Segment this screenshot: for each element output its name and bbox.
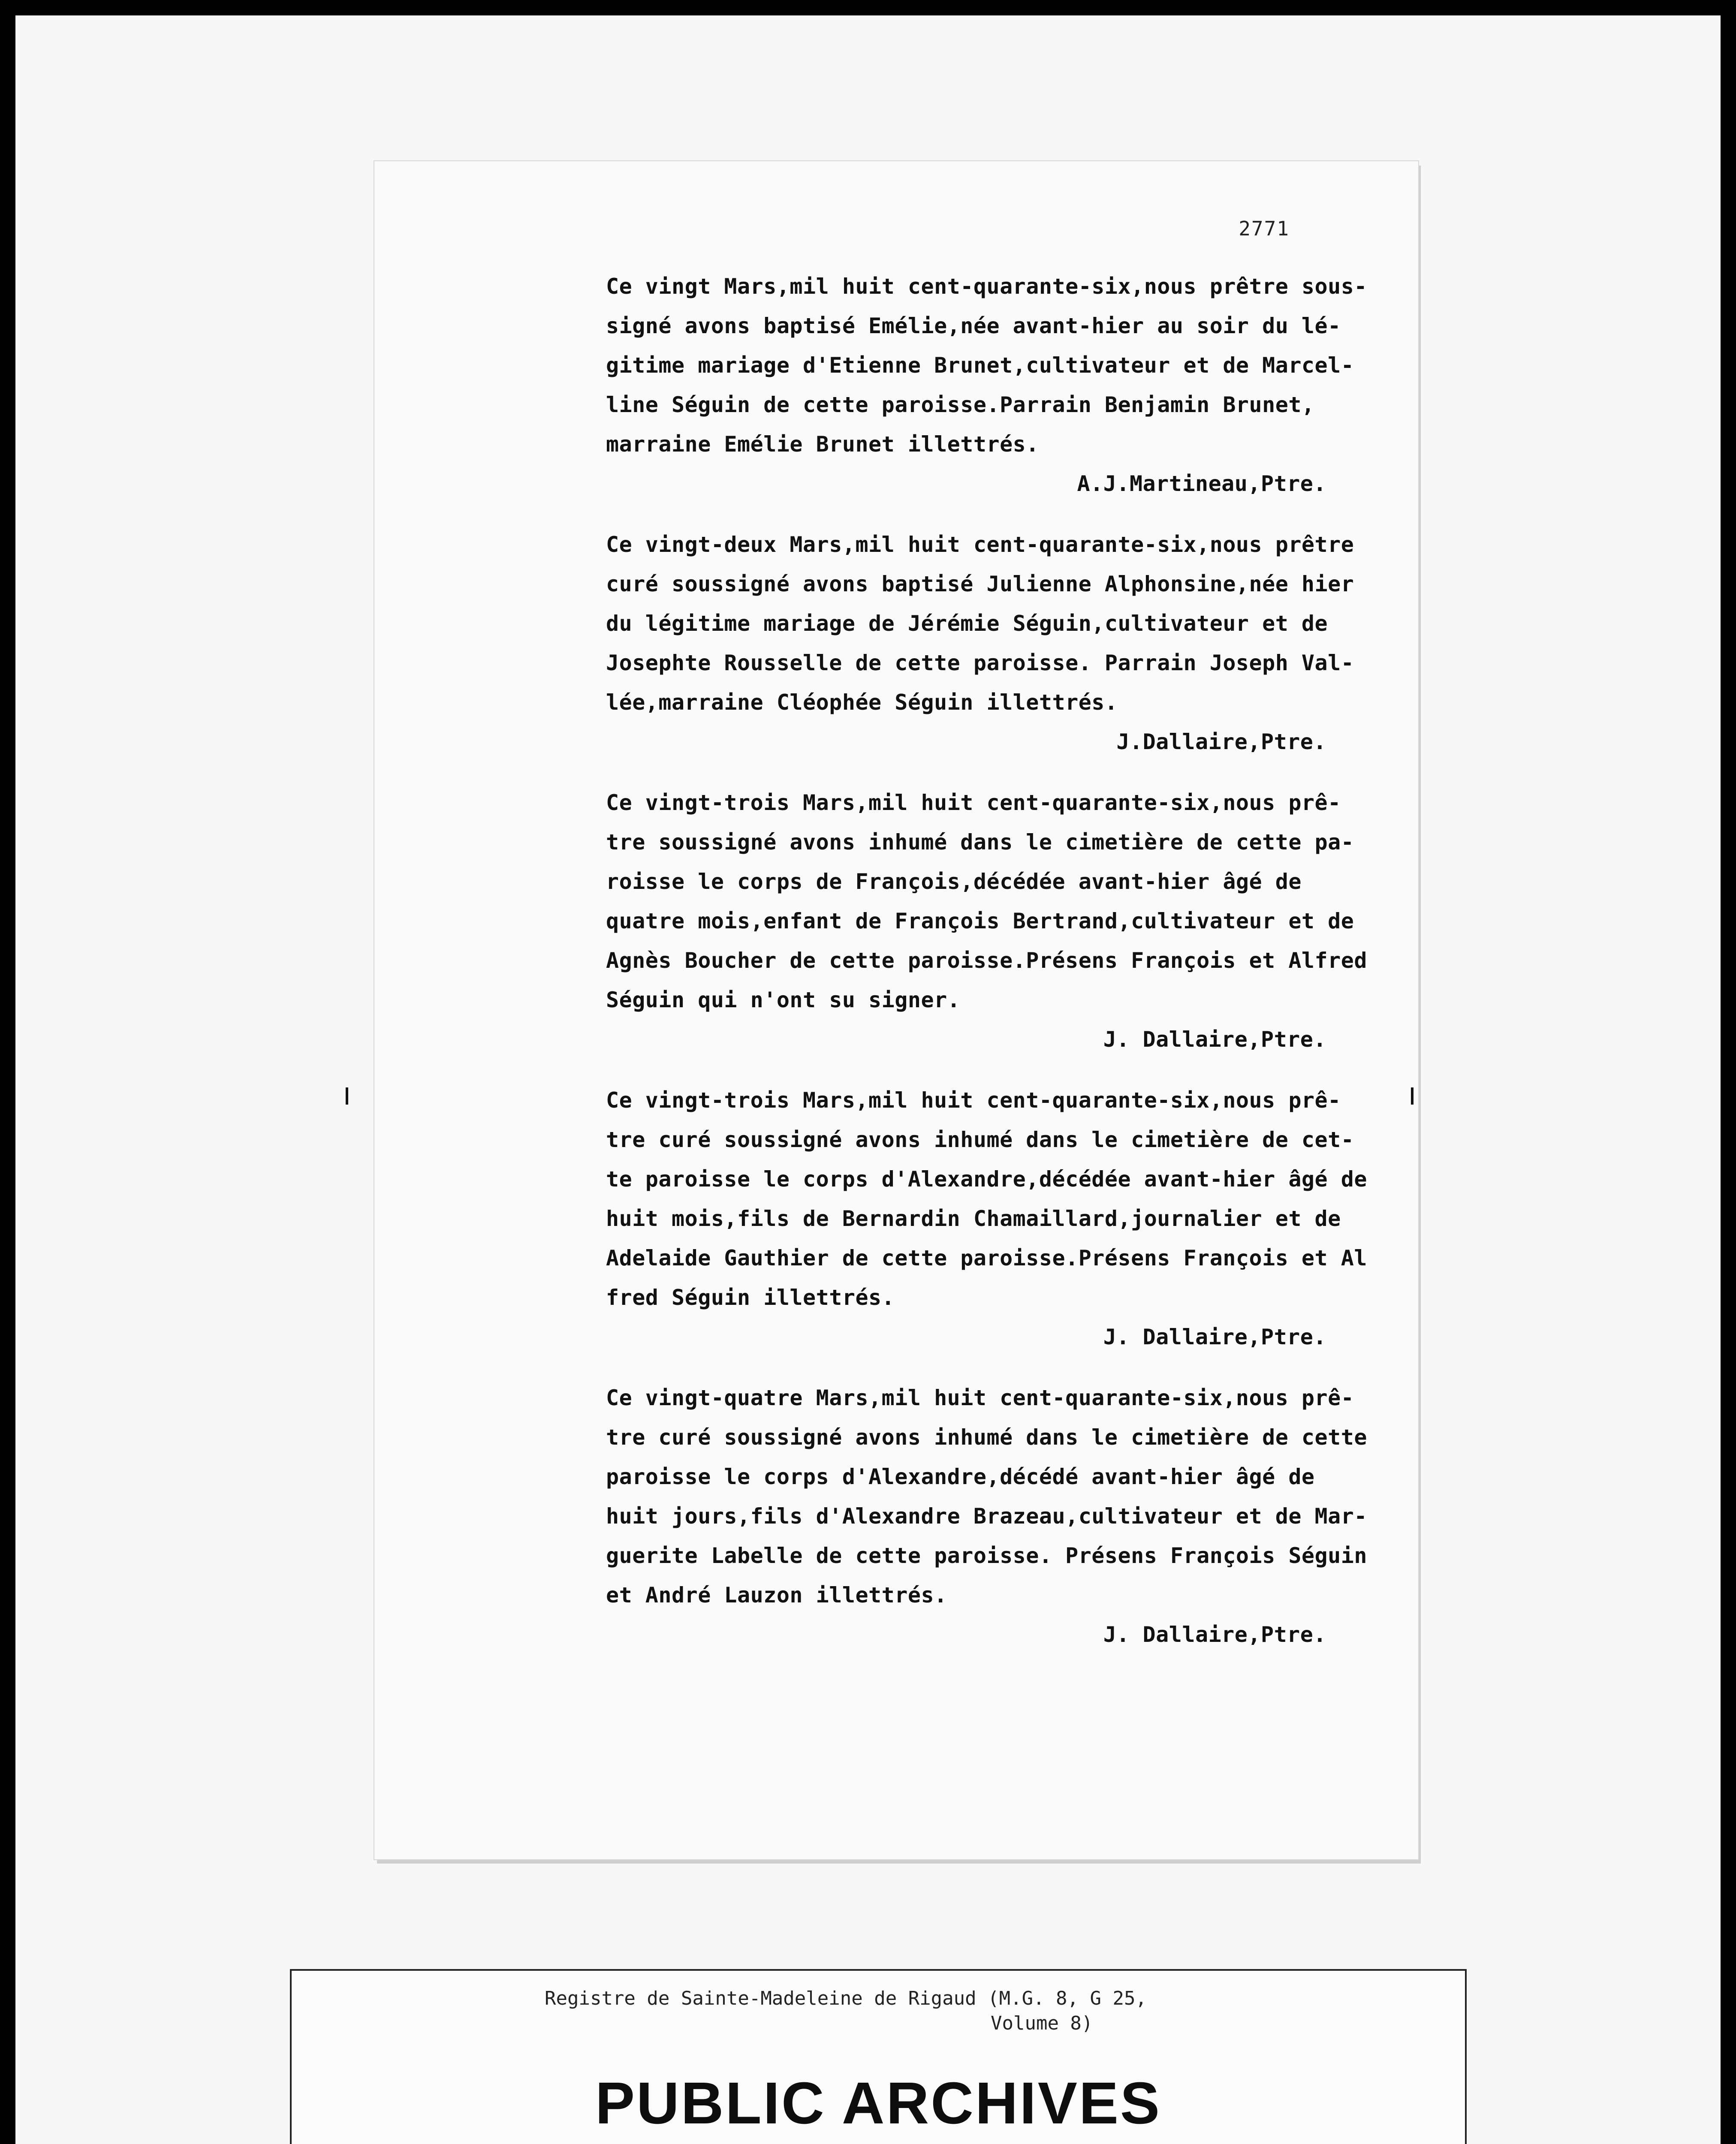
scan-edge-mark xyxy=(1411,1087,1414,1105)
page-number: 2771 xyxy=(1239,217,1290,240)
entry-line: tre curé soussigné avons inhumé dans le cimetière de cette xyxy=(606,1425,1367,1450)
entry-line: curé soussigné avons baptisé Julienne Alphonsine,née hier xyxy=(606,572,1354,596)
entry-line: lée,marraine Cléophée Séguin illettrés. xyxy=(606,690,1118,715)
entry-line: tre curé soussigné avons inhumé dans le cimetière de cet- xyxy=(606,1127,1354,1152)
entry-line: et André Lauzon illettrés. xyxy=(606,1583,947,1608)
entry-line: Josephte Rousselle de cette paroisse. Parrain Joseph Val- xyxy=(606,650,1354,675)
register-page xyxy=(374,161,1418,1859)
entry-line: quatre mois,enfant de François Bertrand,cultivateur et de xyxy=(606,909,1354,933)
caption-line-2: Volume 8) xyxy=(991,2012,1093,2034)
entry-line: Ce vingt Mars,mil huit cent-quarante-six,nous prêtre sous- xyxy=(606,274,1367,299)
scan-frame xyxy=(15,15,1721,2144)
entry-line: signé avons baptisé Emélie,née avant-hier au soir du lé- xyxy=(606,313,1341,338)
entry-line: tre soussigné avons inhumé dans le cimetière de cette pa- xyxy=(606,830,1354,855)
stamp-title-english: PUBLIC ARCHIVES xyxy=(595,2070,1161,2136)
priest-signature: A.J.Martineau,Ptre. xyxy=(1077,471,1326,496)
register-entry xyxy=(606,1081,1386,1357)
entry-line: guerite Labelle de cette paroisse. Présens François Séguin xyxy=(606,1543,1367,1568)
entry-line: gitime mariage d'Etienne Brunet,cultivateur et de Marcel- xyxy=(606,353,1354,378)
entry-line: marraine Emélie Brunet illettrés. xyxy=(606,432,1039,457)
register-entries xyxy=(606,267,1386,1654)
caption-line-1: Registre de Sainte-Madeleine de Rigaud (M.G. 8, G 25, xyxy=(545,1987,1147,2009)
entry-line: paroisse le corps d'Alexandre,décédé avant-hier âgé de xyxy=(606,1464,1315,1489)
scan-edge-mark xyxy=(346,1087,348,1105)
priest-signature: J. Dallaire,Ptre. xyxy=(1103,1325,1326,1349)
register-entry xyxy=(606,525,1386,762)
register-entry xyxy=(606,783,1386,1059)
entry-line: roisse le corps de François,décédée avant-hier âgé de xyxy=(606,869,1302,894)
entry-line: huit jours,fils d'Alexandre Brazeau,cultivateur et de Mar- xyxy=(606,1504,1367,1529)
priest-signature: J. Dallaire,Ptre. xyxy=(1103,1622,1326,1647)
entry-line: Séguin qui n'ont su signer. xyxy=(606,988,961,1012)
entry-line: fred Séguin illettrés. xyxy=(606,1285,895,1310)
entry-line: du légitime mariage de Jérémie Séguin,cultivateur et de xyxy=(606,611,1328,636)
entry-line: Agnès Boucher de cette paroisse.Présens François et Alfred xyxy=(606,948,1367,973)
entry-line: Ce vingt-trois Mars,mil huit cent-quarante-six,nous prê- xyxy=(606,790,1341,815)
entry-line: line Séguin de cette paroisse.Parrain Benjamin Brunet, xyxy=(606,392,1315,417)
priest-signature: J. Dallaire,Ptre. xyxy=(1103,1027,1326,1052)
entry-line: huit mois,fils de Bernardin Chamaillard,journalier et de xyxy=(606,1206,1341,1231)
entry-line: Ce vingt-quatre Mars,mil huit cent-quarante-six,nous prê- xyxy=(606,1385,1354,1410)
entry-line: Ce vingt-trois Mars,mil huit cent-quarante-six,nous prê- xyxy=(606,1088,1341,1113)
entry-line: Adelaide Gauthier de cette paroisse.Présens François et Al xyxy=(606,1246,1367,1271)
priest-signature: J.Dallaire,Ptre. xyxy=(1116,729,1326,754)
stamp-caption xyxy=(545,1986,1147,2036)
entry-line: te paroisse le corps d'Alexandre,décédée avant-hier âgé de xyxy=(606,1167,1367,1192)
entry-line: Ce vingt-deux Mars,mil huit cent-quarante-six,nous prêtre xyxy=(606,532,1354,557)
register-entry xyxy=(606,267,1386,503)
archives-stamp xyxy=(290,1969,1467,2144)
register-entry xyxy=(606,1378,1386,1654)
